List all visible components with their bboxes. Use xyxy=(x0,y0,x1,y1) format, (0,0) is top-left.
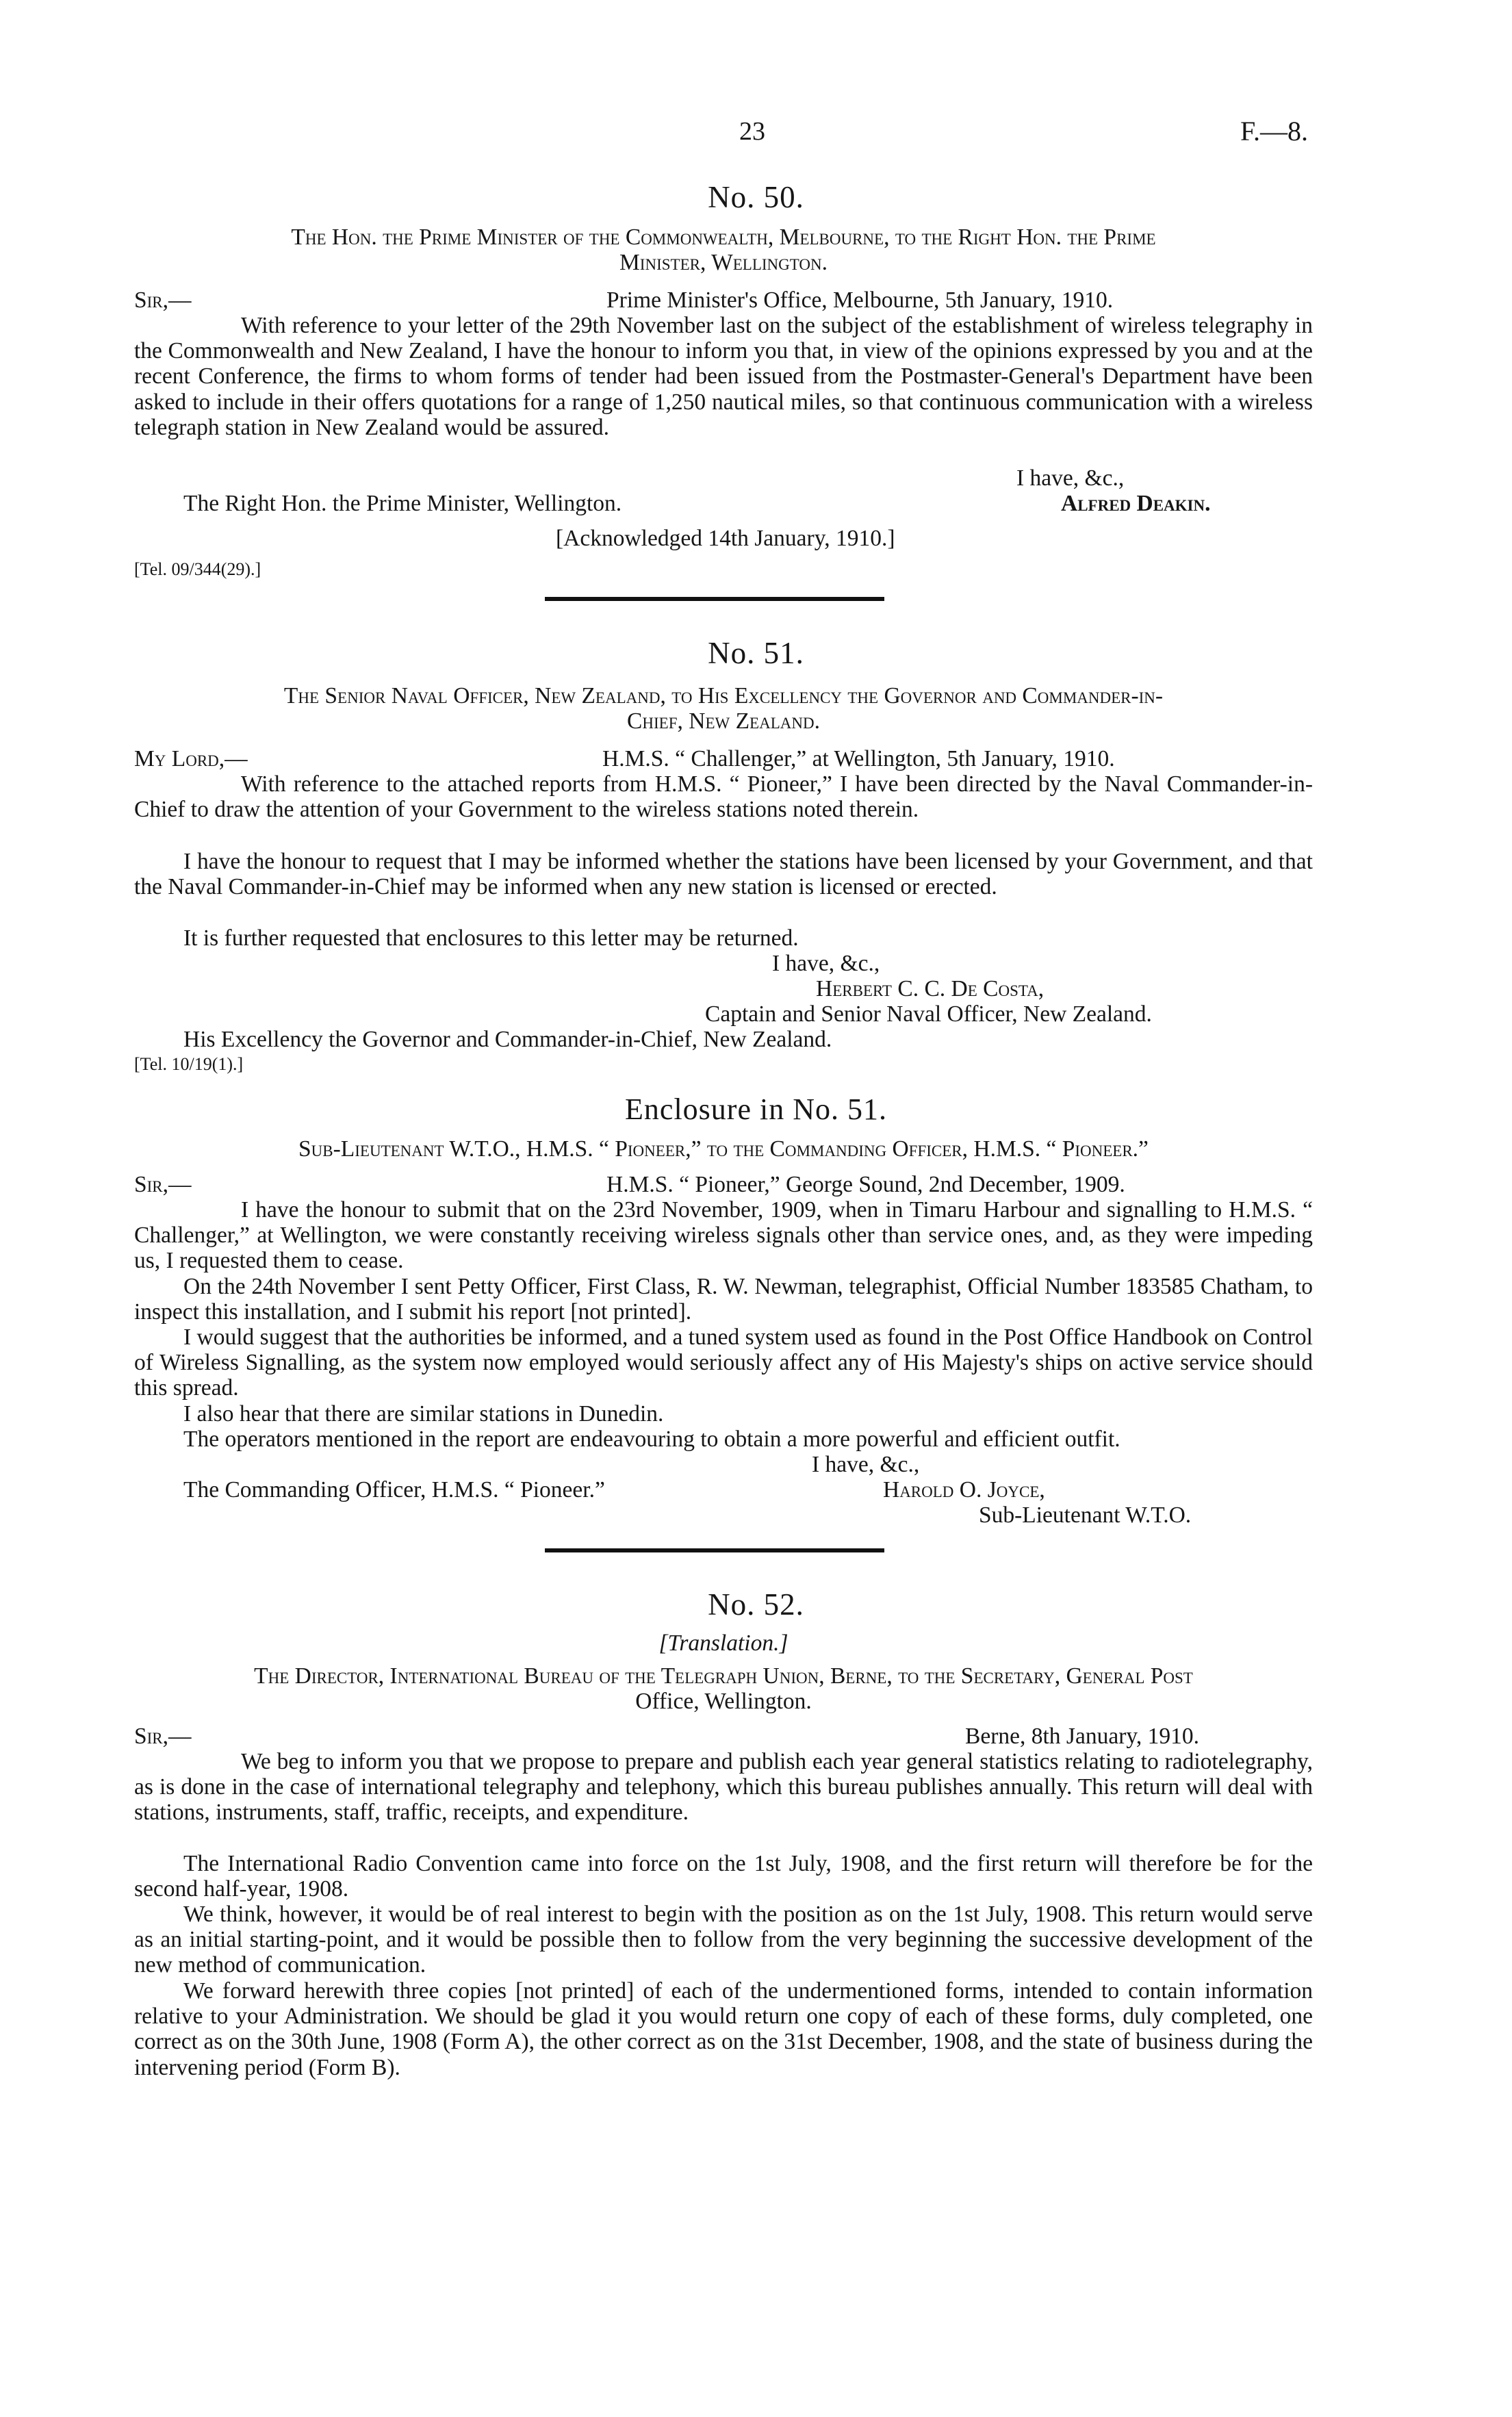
letter-50-body-text: With reference to your letter of the 29th November last on the subject of the establishment of wireless telegraphy in the Commonwealth and New Zealand, I have the honour to inform you that, in view of the opinions expressed by you and at the recent Conference, the firms to whom forms of tender had been issued from the Postmaster-General's Department have been asked to include in their offers quotations for a range of 1,250 nautical miles, so that continuous communication with a wireless telegraph station in New Zealand would be assured. xyxy=(134,313,1313,440)
enclosure-51-paragraph-4-text: I also hear that there are similar stations in Dunedin. xyxy=(183,1401,664,1427)
letter-52-address-line-2: Office, Wellington. xyxy=(635,1689,812,1714)
letter-52-paragraph-1 xyxy=(134,1749,1313,1826)
enclosure-51-signature-title: Sub-Lieutenant W.T.O. xyxy=(979,1502,1192,1528)
letter-52-paragraph-1-text: We beg to inform you that we propose to prepare and publish each year general statistics relating to radiotelegraphy, as is done in the case of international telegraphy and telephony, which this bureau publishes annually. This return will deal with stations, instruments, staff, traffic, receipts, and expenditure. xyxy=(134,1749,1313,1826)
enclosure-51-paragraph-5-text: The operators mentioned in the report are endeavouring to obtain a more powerful and efficient outfit. xyxy=(183,1427,1120,1452)
letter-51-paragraph-3 xyxy=(134,925,1313,951)
enclosure-51-heading: Enclosure in No. 51. xyxy=(625,1092,887,1126)
enclosure-51-address: Sub-Lieutenant W.T.O., H.M.S. “ Pioneer,” to the Commanding Officer, H.M.S. “ Pioneer.” xyxy=(298,1136,1149,1162)
enclosure-51-salutation: Sir,— xyxy=(134,1172,192,1197)
enclosure-51-signature: Harold O. Joyce, xyxy=(883,1477,1045,1502)
letter-50-salutation: Sir,— xyxy=(134,287,192,313)
letter-50-closing: I have, &c., xyxy=(1016,465,1125,491)
letter-50-acknowledged: [Acknowledged 14th January, 1910.] xyxy=(556,526,895,551)
letter-50-address-line-1: The Hon. the Prime Minister of the Commonwealth, Melbourne, to the Right Hon. the Prime xyxy=(291,225,1156,250)
letter-52-heading: No. 52. xyxy=(708,1587,804,1622)
letter-51-paragraph-1-text: With reference to the attached reports from H.M.S. “ Pioneer,” I have been directed by the Naval Commander-in-Chief to draw the attention of your Government to the wireless stations noted therein. xyxy=(134,771,1313,823)
letter-51-paragraph-2-text: I have the honour to request that I may be informed whether the stations have been licensed by your Government, and that the Naval Commander-in-Chief may be informed when any new station is licensed or erected. xyxy=(134,849,1313,900)
letter-51-heading: No. 51. xyxy=(708,636,804,670)
letter-52-paragraph-4 xyxy=(134,1978,1313,2080)
letter-51-closing: I have, &c., xyxy=(772,951,880,976)
letter-52-paragraph-3 xyxy=(134,1902,1313,1978)
letter-50-place-date: Prime Minister's Office, Melbourne, 5th January, 1910. xyxy=(606,287,1114,313)
letter-52-translation-note: [Translation.] xyxy=(658,1630,789,1656)
letter-51-recipient: His Excellency the Governor and Commander-in-Chief, New Zealand. xyxy=(183,1027,832,1052)
letter-51-address-line-1: The Senior Naval Officer, New Zealand, to His Excellency the Governor and Commander-in- xyxy=(283,683,1164,708)
enclosure-51-place-date: H.M.S. “ Pioneer,” George Sound, 2nd December, 1909. xyxy=(606,1172,1125,1197)
letter-51-file-reference: [Tel. 10/19(1).] xyxy=(134,1054,244,1074)
letter-51-address-line-2: Chief, New Zealand. xyxy=(627,708,820,734)
letter-52-salutation: Sir,— xyxy=(134,1724,192,1749)
enclosure-51-recipient: The Commanding Officer, H.M.S. “ Pioneer.” xyxy=(183,1477,605,1502)
letter-51-paragraph-1 xyxy=(134,771,1313,822)
letter-50-body xyxy=(134,313,1313,440)
enclosure-51-paragraph-1 xyxy=(134,1197,1313,1274)
letter-50-recipient: The Right Hon. the Prime Minister, Wellington. xyxy=(183,491,622,516)
enclosure-51-paragraph-1-text: I have the honour to submit that on the 23rd November, 1909, when in Timaru Harbour and signalling to H.M.S. “ Challenger,” at Wellington, we were constantly receiving wireless signals other than service ones, and, as they were impeding us, I requested them to cease. xyxy=(134,1197,1313,1274)
enclosure-51-closing: I have, &c., xyxy=(808,1452,923,1478)
letter-51-signature: Herbert C. C. De Costa, xyxy=(816,976,1045,1001)
section-divider xyxy=(545,597,884,601)
section-divider xyxy=(545,1548,884,1552)
letter-52-paragraph-2 xyxy=(134,1851,1313,1902)
letter-51-paragraph-2 xyxy=(134,849,1313,899)
letter-52-paragraph-4-text: We forward herewith three copies [not printed] of each of the undermentioned forms, intended to contain information relative to your Administration. We should be glad it you would return one copy of each of these forms, duly completed, one correct as on the 30th June, 1908 (Form A), the other correct as on the 31st December, 1908, and the state of business during the intervening period (Form B). xyxy=(134,1978,1313,2080)
letter-51-paragraph-3-text: It is further requested that enclosures to this letter may be returned. xyxy=(183,925,799,951)
letter-51-place-date: H.M.S. “ Challenger,” at Wellington, 5th January, 1910. xyxy=(602,746,1115,771)
document-reference: F.—8. xyxy=(1240,116,1309,146)
letter-50-file-reference: [Tel. 09/344(29).] xyxy=(134,559,261,579)
letter-50-heading: No. 50. xyxy=(708,180,804,214)
letter-52-paragraph-3-text: We think, however, it would be of real interest to begin with the position as on the 1st July, 1908. This return would serve as an initial starting-point, and it would be possible then to follow from the very beginning the successive development of the new method of communication. xyxy=(134,1902,1313,1978)
enclosure-51-paragraph-3 xyxy=(134,1325,1313,1401)
letter-52-address-line-1: The Director, International Bureau of the Telegraph Union, Berne, to the Secretary, General Post xyxy=(254,1663,1193,1689)
letter-50-signature: Alfred Deakin. xyxy=(1061,491,1211,516)
page-number: 23 xyxy=(739,117,765,146)
enclosure-51-paragraph-2 xyxy=(134,1274,1313,1325)
letter-50-address-line-2: Minister, Wellington. xyxy=(619,250,828,275)
letter-52-place-date: Berne, 8th January, 1910. xyxy=(965,1724,1200,1749)
enclosure-51-paragraph-5 xyxy=(134,1427,1313,1452)
letter-51-signature-title: Captain and Senior Naval Officer, New Zealand. xyxy=(705,1001,1152,1027)
enclosure-51-paragraph-2-text: On the 24th November I sent Petty Officer, First Class, R. W. Newman, telegraphist, Official Number 183585 Chatham, to inspect this installation, and I submit his report [not printed]. xyxy=(134,1274,1313,1325)
enclosure-51-paragraph-4 xyxy=(134,1401,1313,1427)
letter-52-paragraph-2-text: The International Radio Convention came into force on the 1st July, 1908, and the first return will therefore be for the second half-year, 1908. xyxy=(134,1851,1313,1902)
enclosure-51-paragraph-3-text: I would suggest that the authorities be informed, and a tuned system used as found in the Post Office Handbook on Control of Wireless Signalling, as the system now employed would seriously affect any of His Majesty's ships on active service should this spread. xyxy=(134,1325,1313,1401)
letter-51-salutation: My Lord,— xyxy=(134,746,248,771)
